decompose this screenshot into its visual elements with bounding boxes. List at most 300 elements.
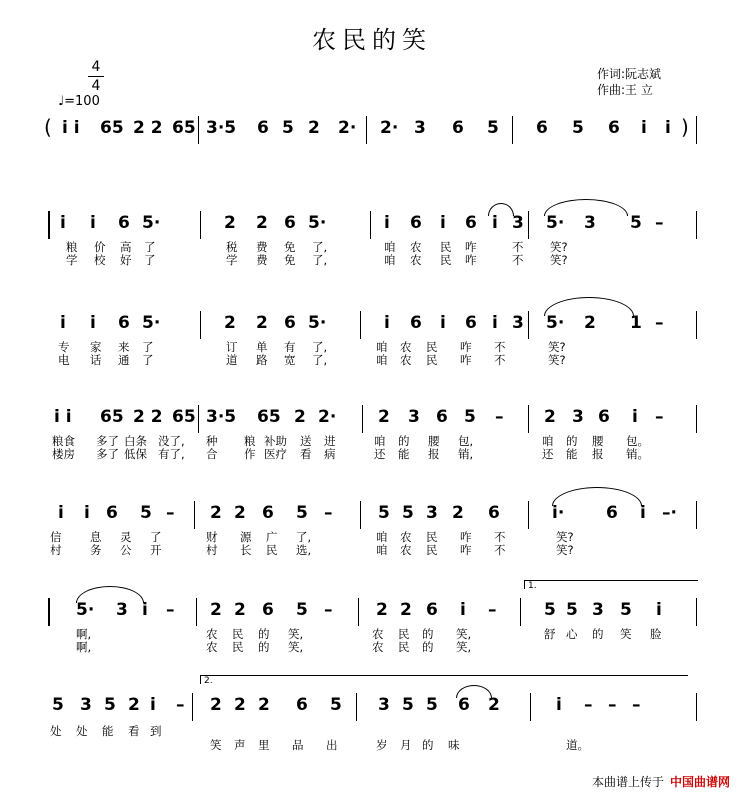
note: 6 xyxy=(410,313,422,333)
note: i· xyxy=(552,503,565,523)
note: i xyxy=(60,313,66,333)
time-signature-bottom: 4 xyxy=(91,78,101,94)
note: 2 xyxy=(210,503,222,523)
note: 2 xyxy=(128,695,140,715)
lyric-syllable: 咋 xyxy=(460,353,472,367)
bar-line xyxy=(528,501,529,529)
lyric-syllable: 脸 xyxy=(650,627,662,641)
note: 5 xyxy=(330,695,342,715)
lyric-syllable: 农 xyxy=(206,640,218,654)
lyric-syllable: 的 xyxy=(566,434,578,448)
lyric-syllable: 咱 xyxy=(376,353,388,367)
lyric-syllable: 农 xyxy=(400,353,412,367)
note: 6 xyxy=(436,407,448,427)
bar-line xyxy=(696,693,697,721)
lyric-syllable: 的 xyxy=(422,640,434,654)
lyric-syllable: 民 xyxy=(398,640,410,654)
note: 2 xyxy=(488,695,500,715)
lyric-syllable: 笑, xyxy=(288,627,304,641)
lyric-syllable: 农 xyxy=(372,640,384,654)
bar-line xyxy=(360,311,361,339)
note: 5 xyxy=(402,503,414,523)
note: ( xyxy=(44,115,52,139)
note: 3 xyxy=(512,313,524,333)
lyric-syllable: 路 xyxy=(256,353,268,367)
lyric-syllable: 校 xyxy=(94,253,106,267)
bar-line xyxy=(528,211,529,239)
lyric-syllable: 税 xyxy=(226,240,238,254)
lyrics-line xyxy=(0,352,744,372)
lyric-syllable: 咋 xyxy=(460,543,472,557)
lyric-syllable: 源 xyxy=(240,530,252,544)
note: i xyxy=(384,313,390,333)
note: 2· xyxy=(318,407,337,427)
lyric-syllable: 里 xyxy=(258,738,270,752)
lyric-syllable: 没了, xyxy=(158,434,185,448)
note: i xyxy=(58,503,64,523)
lyric-syllable: 出 xyxy=(326,738,338,752)
lyric-syllable: 民 xyxy=(398,627,410,641)
lyric-syllable: 咱 xyxy=(376,340,388,354)
lyric-syllable: 低保 xyxy=(124,447,147,461)
lyric-syllable: 费 xyxy=(256,240,268,254)
note: –· xyxy=(662,503,677,523)
lyric-syllable: 咋 xyxy=(460,340,472,354)
note: i xyxy=(384,213,390,233)
lyric-syllable: 粮食 xyxy=(52,434,75,448)
note: 3 xyxy=(584,213,596,233)
lyric-syllable: 的 xyxy=(398,434,410,448)
note: 2 xyxy=(258,695,270,715)
bar-line xyxy=(696,405,697,433)
lyric-syllable: 民 xyxy=(440,240,452,254)
lyric-syllable: 多了 xyxy=(96,447,119,461)
lyric-syllable: 作 xyxy=(244,447,256,461)
note: 6 xyxy=(488,503,500,523)
note: – xyxy=(324,600,333,620)
lyric-syllable: 能 xyxy=(398,447,410,461)
lyrics-line xyxy=(0,542,744,562)
lyric-syllable: 了 xyxy=(150,530,162,544)
lyric-syllable: 了 xyxy=(142,340,154,354)
note: 2 xyxy=(234,503,246,523)
lyric-syllable: 笑? xyxy=(550,253,568,267)
note: 5 xyxy=(296,503,308,523)
lyric-syllable: 了 xyxy=(144,253,156,267)
note: – xyxy=(584,695,593,715)
footer-uploaded-text: 本曲谱上传于 xyxy=(591,775,664,789)
note: 2 xyxy=(400,600,412,620)
note: 65 xyxy=(172,118,196,138)
note: – xyxy=(655,213,664,233)
lyric-syllable: 种 xyxy=(206,434,218,448)
note: 6 xyxy=(452,118,464,138)
bar-line xyxy=(360,501,361,529)
notes-row xyxy=(0,407,744,427)
lyric-syllable: 民 xyxy=(426,543,438,557)
lyric-syllable: 通 xyxy=(118,353,130,367)
note: 6 xyxy=(598,407,610,427)
lyric-syllable: 价 xyxy=(94,240,106,254)
bar-line xyxy=(194,501,195,529)
bar-line xyxy=(696,116,697,144)
score-system xyxy=(0,581,744,710)
lyric-syllable: 了, xyxy=(312,253,328,267)
note: 2 2 xyxy=(133,407,163,427)
note: – xyxy=(632,695,641,715)
note: 5 xyxy=(487,118,499,138)
lyric-syllable: 销, xyxy=(458,447,474,461)
lyric-syllable: 咱 xyxy=(384,240,396,254)
note: i xyxy=(665,118,671,138)
note: 5 xyxy=(620,600,632,620)
note: 2 xyxy=(294,407,306,427)
lyric-syllable: 免 xyxy=(284,240,296,254)
note: i xyxy=(632,407,638,427)
lyric-syllable: 粮 xyxy=(244,434,256,448)
lyric-syllable: 民 xyxy=(426,353,438,367)
lyric-syllable: 包。 xyxy=(626,434,649,448)
volta-bracket: 2. xyxy=(200,675,688,684)
note: 2 xyxy=(376,600,388,620)
score-system xyxy=(0,115,744,228)
note: 5 xyxy=(464,407,476,427)
lyric-syllable: 合 xyxy=(206,447,218,461)
lyric-syllable: 费 xyxy=(256,253,268,267)
lyric-syllable: 开 xyxy=(150,543,162,557)
note: 65 xyxy=(172,407,196,427)
lyric-syllable: 民 xyxy=(426,340,438,354)
bar-line xyxy=(370,211,371,239)
note: 65 xyxy=(257,407,281,427)
note: i xyxy=(90,313,96,333)
lyric-syllable: 笑? xyxy=(556,530,574,544)
note: 5 xyxy=(544,600,556,620)
note: 6 xyxy=(106,503,118,523)
lyric-syllable: 腰 xyxy=(428,434,440,448)
lyric-syllable: 楼房 xyxy=(52,447,75,461)
notes-row xyxy=(0,695,744,715)
lyric-syllable: 民 xyxy=(266,543,278,557)
lyric-syllable: 农 xyxy=(410,240,422,254)
note: i i xyxy=(54,407,72,427)
note: i xyxy=(440,213,446,233)
lyric-syllable: 声 xyxy=(234,738,246,752)
note: – xyxy=(655,407,664,427)
note: i xyxy=(641,118,647,138)
lyric-syllable: 报 xyxy=(592,447,604,461)
lyric-syllable: 咱 xyxy=(542,434,554,448)
bar-line xyxy=(362,405,363,433)
note: 3 xyxy=(414,118,426,138)
note: i xyxy=(84,503,90,523)
note: 2 xyxy=(256,213,268,233)
lyric-syllable: 民 xyxy=(232,640,244,654)
note: 6 xyxy=(410,213,422,233)
note: 2 xyxy=(256,313,268,333)
note: 2 xyxy=(452,503,464,523)
lyric-syllable: 信 xyxy=(50,530,62,544)
bar-line xyxy=(358,598,359,626)
note: 6 xyxy=(458,695,470,715)
note: 5 xyxy=(378,503,390,523)
lyric-syllable: 农 xyxy=(410,253,422,267)
lyric-syllable: 补助 xyxy=(264,434,287,448)
lyric-syllable: 到 xyxy=(150,724,162,738)
lyric-syllable: 味 xyxy=(448,738,460,752)
note: i xyxy=(150,695,156,715)
note: 5 xyxy=(572,118,584,138)
lyric-syllable: 不 xyxy=(512,253,524,267)
note: 5 xyxy=(402,695,414,715)
lyric-syllable: 有了, xyxy=(158,447,185,461)
lyric-syllable: 免 xyxy=(284,253,296,267)
lyric-syllable: 了, xyxy=(296,530,312,544)
lyric-syllable: 咱 xyxy=(376,543,388,557)
note: 3 xyxy=(378,695,390,715)
lyric-syllable: 电 xyxy=(58,353,70,367)
lyric-syllable: 进 xyxy=(324,434,336,448)
lyric-syllable: 的 xyxy=(258,640,270,654)
lyric-syllable: 农 xyxy=(206,627,218,641)
lyrics-line xyxy=(0,723,744,752)
lyric-syllable: 财 xyxy=(206,530,218,544)
lyric-syllable: 多了 xyxy=(96,434,119,448)
note: 3 xyxy=(80,695,92,715)
lyric-syllable: 学 xyxy=(66,253,78,267)
note: 6 xyxy=(262,503,274,523)
note: – xyxy=(176,695,185,715)
note: i xyxy=(656,600,662,620)
lyric-syllable: 啊, xyxy=(76,627,92,641)
lyric-syllable: 订 xyxy=(226,340,238,354)
note: 5 xyxy=(630,213,642,233)
lyric-syllable: 了, xyxy=(312,353,328,367)
note: 5· xyxy=(546,313,565,333)
note: 5 xyxy=(104,695,116,715)
lyric-syllable: 了 xyxy=(142,353,154,367)
lyric-syllable: 不 xyxy=(494,340,506,354)
notes-row xyxy=(0,313,744,333)
lyric-syllable: 不 xyxy=(494,530,506,544)
bar-line xyxy=(198,405,199,433)
tempo-marking: ♩=100 xyxy=(58,94,100,109)
note: 3 xyxy=(592,600,604,620)
note: 2 xyxy=(234,600,246,620)
note: i xyxy=(460,600,466,620)
lyric-syllable: 村 xyxy=(206,543,218,557)
lyric-syllable: 务 xyxy=(90,543,102,557)
note: 5 xyxy=(296,600,308,620)
lyric-syllable: 了 xyxy=(144,240,156,254)
note: 3 xyxy=(572,407,584,427)
lyric-syllable: 舒 xyxy=(544,627,556,641)
lyric-syllable: 的 xyxy=(422,627,434,641)
lyric-syllable: 灵 xyxy=(120,530,132,544)
note: 5 xyxy=(140,503,152,523)
lyric-syllable: 村 xyxy=(50,543,62,557)
lyric-syllable: 家 xyxy=(90,340,102,354)
lyric-syllable: 道。 xyxy=(566,738,589,752)
lyric-syllable: 公 xyxy=(120,543,132,557)
note: 5· xyxy=(546,213,565,233)
lyrics-line xyxy=(0,639,744,659)
time-signature xyxy=(86,58,106,95)
lyric-syllable: 品 xyxy=(292,738,304,752)
lyric-syllable: 道 xyxy=(226,353,238,367)
lyric-syllable: 选, xyxy=(296,543,312,557)
note: 6 xyxy=(284,213,296,233)
lyric-syllable: 医疗 xyxy=(264,447,287,461)
note: 6 xyxy=(262,600,274,620)
note: ) xyxy=(681,115,689,139)
site-logo: 中国曲谱网 xyxy=(669,775,730,789)
lyric-syllable: 了, xyxy=(312,240,328,254)
note: 3 xyxy=(512,213,524,233)
score-system xyxy=(0,213,744,323)
lyric-syllable: 笑? xyxy=(548,340,566,354)
footer xyxy=(592,773,730,790)
credits xyxy=(597,66,661,98)
note: 6 xyxy=(118,213,130,233)
lyric-syllable: 笑, xyxy=(288,640,304,654)
note: 2· xyxy=(338,118,357,138)
bar-line xyxy=(196,598,197,626)
note: 2 xyxy=(224,213,236,233)
lyric-syllable: 还 xyxy=(542,447,554,461)
note: 2 xyxy=(544,407,556,427)
note: 6 xyxy=(426,600,438,620)
note: 6 xyxy=(118,313,130,333)
note: 2 xyxy=(308,118,320,138)
lyric-syllable: 粮 xyxy=(66,240,78,254)
lyric-syllable: 好 xyxy=(120,253,132,267)
note: 6 xyxy=(257,118,269,138)
lyric-syllable: 民 xyxy=(232,627,244,641)
lyric-syllable: 话 xyxy=(90,353,102,367)
lyrics-line xyxy=(0,252,744,272)
lyric-syllable: 病 xyxy=(324,447,336,461)
note: 5 xyxy=(426,695,438,715)
bar-line xyxy=(200,211,201,239)
note: i i xyxy=(62,118,80,138)
lyricist: 作词:阮志斌 xyxy=(597,67,662,81)
note: i xyxy=(640,503,646,523)
note: i xyxy=(142,600,148,620)
note: i xyxy=(556,695,562,715)
lyric-syllable: 咋 xyxy=(460,530,472,544)
bar-line xyxy=(696,211,697,239)
lyric-syllable: 广 xyxy=(266,530,278,544)
composer: 作曲:王 立 xyxy=(597,83,653,97)
bar-line xyxy=(192,693,193,721)
note: 6 xyxy=(608,118,620,138)
note: 5· xyxy=(76,600,95,620)
lyric-syllable: 咱 xyxy=(374,434,386,448)
lyric-syllable: 农 xyxy=(372,627,384,641)
lyric-syllable: 民 xyxy=(426,530,438,544)
note: 3 xyxy=(116,600,128,620)
lyric-syllable: 咱 xyxy=(376,530,388,544)
lyric-syllable: 处 xyxy=(50,724,62,738)
repeat-start xyxy=(48,211,50,239)
lyric-syllable: 不 xyxy=(494,353,506,367)
lyric-syllable: 送 xyxy=(300,434,312,448)
note: 5 xyxy=(52,695,64,715)
notes-row xyxy=(0,115,744,139)
lyric-syllable: 笑? xyxy=(556,543,574,557)
lyric-syllable: 了, xyxy=(312,340,328,354)
lyric-syllable: 笑, xyxy=(456,627,472,641)
note: 6 xyxy=(465,313,477,333)
lyric-syllable: 能 xyxy=(102,724,114,738)
lyric-syllable: 咋 xyxy=(465,240,477,254)
lyric-syllable: 看 xyxy=(300,447,312,461)
lyric-syllable: 看 xyxy=(128,724,140,738)
note: 2 xyxy=(378,407,390,427)
lyric-syllable: 的 xyxy=(422,738,434,752)
lyric-syllable: 长 xyxy=(240,543,252,557)
lyric-syllable: 岁 xyxy=(376,738,388,752)
note: 6 xyxy=(536,118,548,138)
bar-line xyxy=(200,311,201,339)
note: i xyxy=(440,313,446,333)
note: 65 xyxy=(100,407,124,427)
note: – xyxy=(488,600,497,620)
note: i xyxy=(90,213,96,233)
note: 2 xyxy=(210,695,222,715)
bar-line xyxy=(530,693,531,721)
repeat-start xyxy=(48,598,50,626)
note: 5· xyxy=(308,213,327,233)
note: 2 xyxy=(584,313,596,333)
lyric-syllable: 专 xyxy=(58,340,70,354)
notes-row xyxy=(0,213,744,233)
bar-line xyxy=(528,311,529,339)
note: 6 xyxy=(465,213,477,233)
note: 6 xyxy=(296,695,308,715)
note: 5 xyxy=(282,118,294,138)
note: 5· xyxy=(142,313,161,333)
note: – xyxy=(166,600,175,620)
lyric-syllable: 腰 xyxy=(592,434,604,448)
lyric-syllable: 高 xyxy=(120,240,132,254)
lyric-syllable: 笑? xyxy=(550,240,568,254)
bar-line xyxy=(198,116,199,144)
lyric-syllable: 单 xyxy=(256,340,268,354)
lyric-syllable: 来 xyxy=(118,340,130,354)
note: – xyxy=(495,407,504,427)
lyric-syllable: 民 xyxy=(440,253,452,267)
note: 2 2 xyxy=(133,118,163,138)
note: 3·5 xyxy=(206,118,237,138)
note: 3·5 xyxy=(206,407,237,427)
notes-row xyxy=(0,503,744,523)
note: 5 xyxy=(566,600,578,620)
note: – xyxy=(324,503,333,523)
lyric-syllable: 农 xyxy=(400,530,412,544)
bar-line xyxy=(356,693,357,721)
note: 5· xyxy=(308,313,327,333)
bar-line xyxy=(696,598,697,626)
lyrics-line xyxy=(0,446,744,466)
lyric-syllable: 学 xyxy=(226,253,238,267)
note: – xyxy=(608,695,617,715)
lyric-syllable: 宽 xyxy=(284,353,296,367)
note: 3 xyxy=(426,503,438,523)
lyric-syllable: 白条 xyxy=(124,434,147,448)
lyric-syllable: 不 xyxy=(494,543,506,557)
